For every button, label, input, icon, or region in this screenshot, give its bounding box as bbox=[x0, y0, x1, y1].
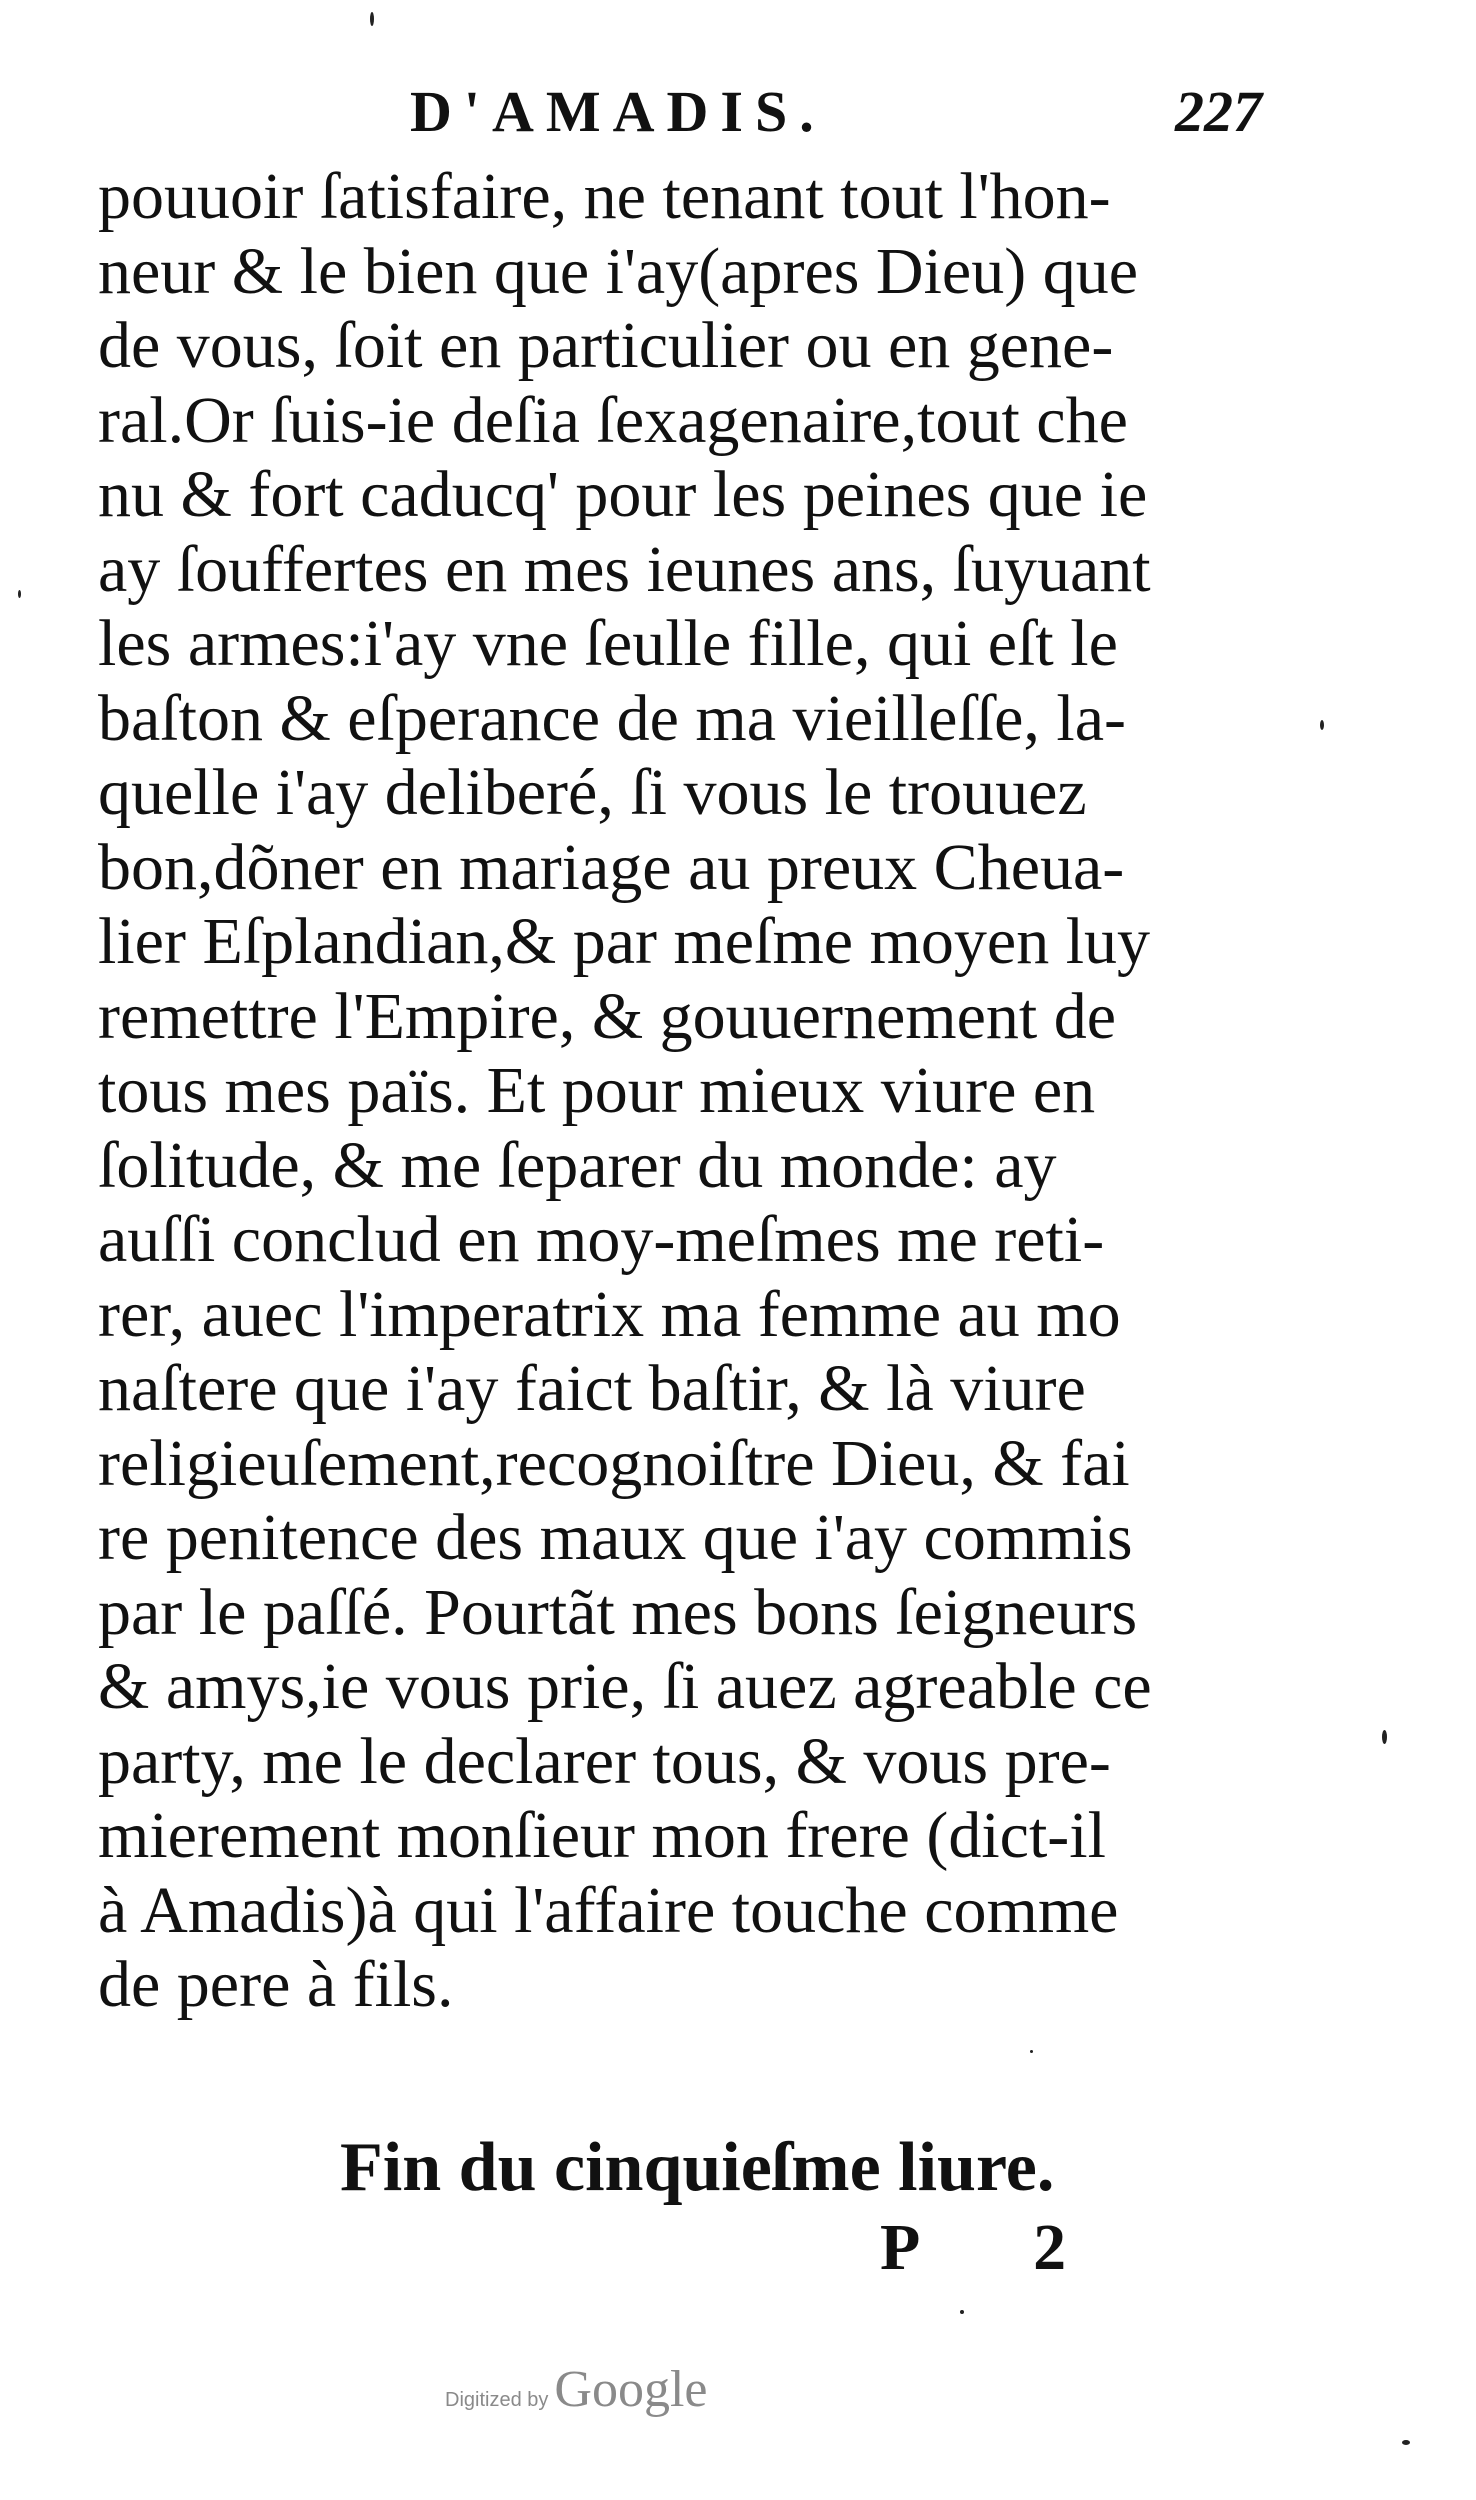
text-line: bon,dõner en mariage au preux Cheua- bbox=[98, 830, 1125, 904]
text-line: re penitence des maux que i'ay commis bbox=[98, 1501, 1133, 1574]
digitized-by-text: Digitized by bbox=[445, 2389, 549, 2411]
text-line: mierement monſieur mon frere (dict-il bbox=[98, 1799, 1106, 1872]
text-line: religieuſement,recognoiſtre Dieu, & fai bbox=[98, 1426, 1130, 1500]
text-line: tous mes païs. Et pour mieux viure en bbox=[98, 1054, 1096, 1127]
text-line: ay ſouffertes en mes ieunes ans, ſuyuant bbox=[98, 532, 1151, 606]
text-line: de pere à fils. bbox=[98, 1948, 454, 2021]
text-line: à Amadis)à qui l'affaire touche comme bbox=[98, 1873, 1119, 1947]
digitized-watermark bbox=[445, 2360, 707, 2419]
scan-speck bbox=[370, 12, 374, 26]
text-line: de vous, ſoit en particulier ou en gene- bbox=[98, 309, 1114, 382]
page-number: 227 bbox=[1175, 79, 1262, 144]
text-line: auſſi conclud en moy-meſmes me reti- bbox=[98, 1203, 1105, 1276]
scan-speck bbox=[1382, 1730, 1387, 1744]
text-line: les armes:i'ay vne ſeulle fille, qui eſt le bbox=[98, 607, 1118, 680]
text-line: par le paſſé. Pourtãt mes bons ſeigneurs bbox=[98, 1575, 1138, 1649]
body-text bbox=[98, 160, 1288, 2023]
text-line: party, me le declarer tous, & vous pre- bbox=[98, 1724, 1111, 1798]
text-line: ſolitude, & me ſeparer du monde: ay bbox=[98, 1128, 1057, 1202]
text-line: neur & le bien que i'ay(apres Dieu) que bbox=[98, 234, 1138, 308]
text-line: & amys,ie vous prie, ſi auez agreable ce bbox=[98, 1650, 1152, 1723]
scan-speck bbox=[1402, 2440, 1410, 2445]
text-line: ral.Or ſuis-ie deſia ſexagenaire,tout che bbox=[98, 383, 1128, 457]
scan-speck bbox=[960, 2310, 964, 2314]
scan-speck bbox=[1320, 720, 1324, 730]
google-logo: Google bbox=[554, 2361, 708, 2418]
text-line: remettre l'Empire, & gouuernement de bbox=[98, 979, 1117, 1053]
signature-mark: P 2 bbox=[880, 2211, 1117, 2284]
text-line: baſton & eſperance de ma vieilleſſe, la- bbox=[98, 681, 1127, 755]
text-line: nu & fort caducq' pour les peines que ie bbox=[98, 458, 1148, 531]
text-line: rer, auec l'imperatrix ma femme au mo bbox=[98, 1277, 1121, 1351]
text-line: naſtere que i'ay faict baſtir, & là viure bbox=[98, 1352, 1086, 1425]
text-line: pouuoir ſatisfaire, ne tenant tout l'hon- bbox=[98, 160, 1111, 233]
scan-speck bbox=[1030, 2050, 1033, 2053]
text-line: lier Eſplandian,& par meſme moyen luy bbox=[98, 905, 1151, 978]
colophon: Fin du cinquieſme liure. bbox=[340, 2129, 1055, 2206]
running-head: D'AMADIS. bbox=[410, 79, 826, 144]
text-line: quelle i'ay deliberé, ſi vous le trouuez bbox=[98, 756, 1087, 829]
scan-speck bbox=[18, 590, 21, 598]
